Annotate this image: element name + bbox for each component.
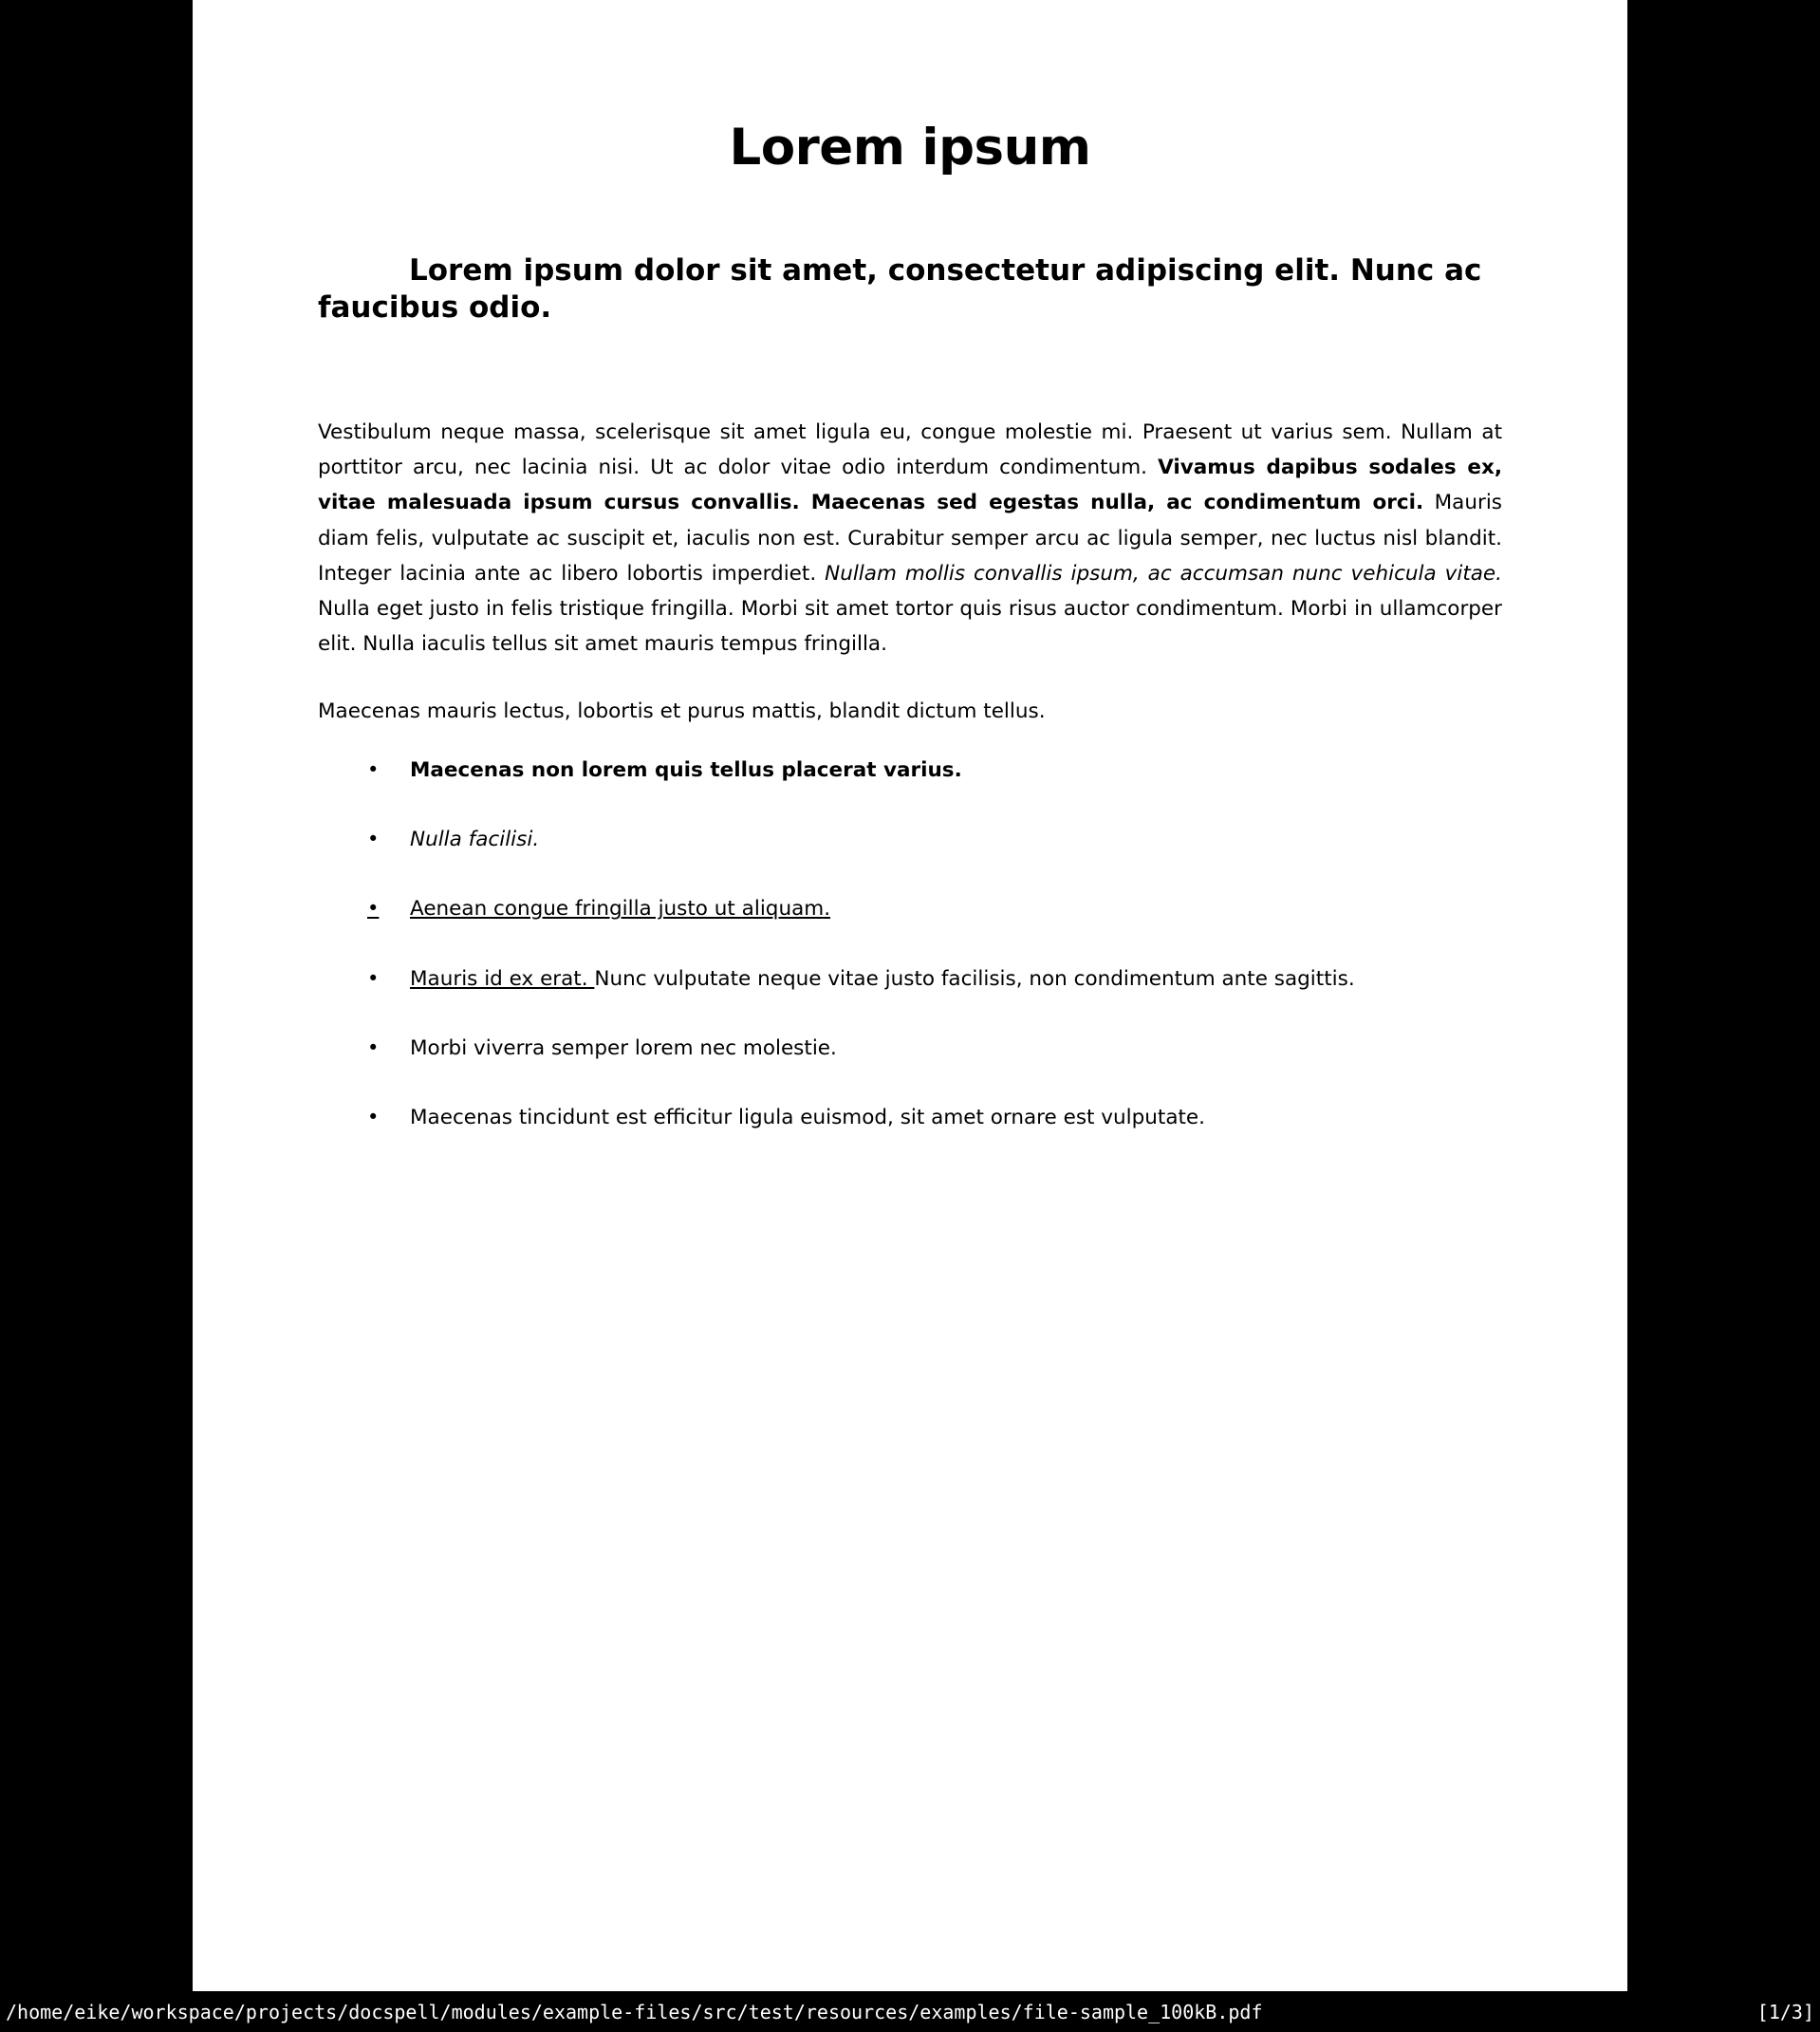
list-item bbox=[318, 824, 1502, 856]
bullet-icon: • bbox=[367, 1036, 380, 1060]
bullet-icon: • bbox=[367, 966, 380, 990]
bullet-icon: • bbox=[367, 897, 380, 921]
body-paragraph-1 bbox=[318, 326, 1502, 662]
list-item-text-underlined: Mauris id ex erat. bbox=[410, 966, 595, 991]
list-item-text: Maecenas non lorem quis tellus placerat varius. bbox=[410, 757, 962, 782]
document-page bbox=[193, 0, 1627, 1991]
bullet-icon: • bbox=[367, 1106, 380, 1129]
list-item-text: Nulla facilisi. bbox=[410, 827, 540, 851]
paragraph-1-italic: Nullam mollis convallis ipsum, ac accumsan nunc vehicula vitae. bbox=[825, 561, 1502, 586]
status-bar bbox=[0, 1991, 1820, 2032]
list-item bbox=[318, 1033, 1502, 1065]
file-path-label: /home/eike/workspace/projects/docspell/modules/example-files/src/test/resources/examples/file-sample_100kB.pdf bbox=[6, 2000, 1263, 2023]
bullet-list bbox=[318, 730, 1502, 1135]
bullet-icon: • bbox=[367, 757, 380, 781]
page-indicator: [1/3] bbox=[1756, 2000, 1814, 2023]
body-paragraph-2: Maecenas mauris lectus, lobortis et purus mattis, blandit dictum tellus. bbox=[318, 699, 1046, 724]
document-title: Lorem ipsum bbox=[729, 119, 1091, 177]
document-subtitle: Lorem ipsum dolor sit amet, consectetur adipiscing elit. Nunc ac faucibus odio. bbox=[318, 252, 1482, 325]
bullet-icon: • bbox=[367, 827, 380, 850]
list-item-text: Morbi viverra semper lorem nec molestie. bbox=[410, 1036, 837, 1061]
list-item bbox=[318, 755, 1502, 787]
list-item-text: Aenean congue fringilla justo ut aliquam. bbox=[410, 897, 831, 922]
page-content bbox=[318, 0, 1502, 1172]
paragraph-1-part-5: Nulla eget justo in felis tristique fringilla. Morbi sit amet tortor quis risus auctor condimentum. Morbi in ullamcorper elit. Nulla iaculis tellus sit amet mauris tempus fringilla. bbox=[318, 596, 1502, 657]
list-item-text: Maecenas tincidunt est efficitur ligula euismod, sit amet ornare est vulputate. bbox=[410, 1106, 1205, 1130]
list-item bbox=[318, 1102, 1502, 1134]
paragraph-1-part-3: Mauris diam felis, vulputate ac suscipit et, iaculis non est. Curabitur semper arcu ac ligula semper, nec luctus nisl blandit. Integer lacinia ante ac libero lobortis imperdiet. bbox=[318, 491, 1503, 586]
paragraph-1-part-1: Vestibulum neque massa, scelerisque sit amet ligula eu, congue molestie mi. Praesent ut varius sem. Nullam at porttitor arcu, nec lacinia nisi. Ut ac dolor vitae odio interdum condimentum. bbox=[318, 420, 1502, 480]
paragraph-1-bold: Vivamus dapibus sodales ex, vitae malesuada ipsum cursus convallis. Maecenas sed egestas nulla, ac condimentum orci. bbox=[318, 456, 1502, 515]
list-item bbox=[318, 963, 1502, 996]
list-item-text: Nunc vulputate neque vitae justo facilisis, non condimentum ante sagittis. bbox=[594, 966, 1355, 991]
list-item bbox=[318, 893, 1502, 925]
